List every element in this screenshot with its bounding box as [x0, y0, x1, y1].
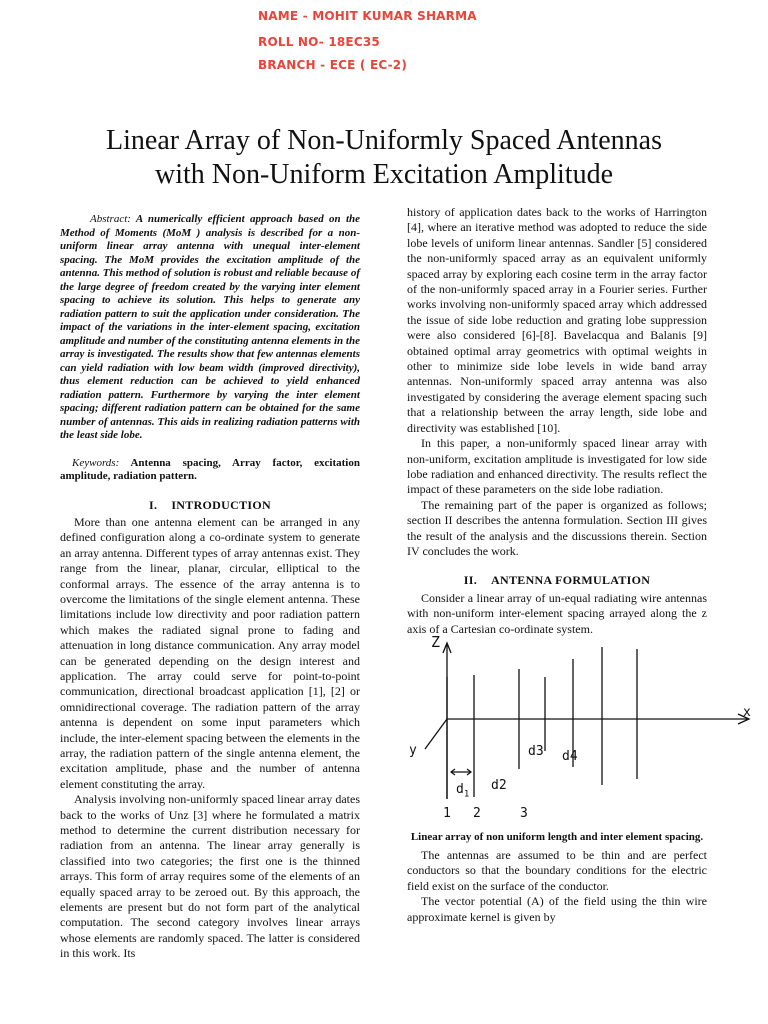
- right-paragraph-2: In this paper, a non-uniformly spaced linear array with non-uniform, excitation amplitude is investigated for low side lobe radiation and enhanced directivity. The results reflect the impact of these parameters on the side lobe radiation.: [407, 436, 707, 497]
- section-title: ANTENNA FORMULATION: [491, 573, 651, 588]
- formulation-paragraph-1: Consider a linear array of un-equal radiating wire antennas with non-uniform inter-element spacing arrayed along the z axis of a Cartesian co-ordinate system.: [407, 590, 707, 636]
- branch: BRANCH - ECE ( EC-2): [258, 58, 408, 72]
- z-axis-label: Z: [431, 632, 441, 651]
- section-title: INTRODUCTION: [171, 497, 271, 512]
- d1-sub: 1: [463, 789, 470, 800]
- student-name: NAME - MOHIT KUMAR SHARMA: [258, 9, 477, 23]
- figure-caption: Linear array of non uniform length and inter element spacing.: [410, 830, 704, 843]
- y-axis-label: y: [409, 742, 417, 758]
- d1-base: d: [456, 781, 464, 797]
- right-column: [407, 205, 751, 925]
- left-column: [60, 213, 360, 962]
- paper-title-line-1: Linear Array of Non-Uniformly Spaced Antennas: [106, 125, 662, 156]
- abstract-text: A numerically efficient approach based on the Method of Moments (MoM ) analysis is described for a non-uniform linear array antenna with unequal inter-element spacing. The MoM provides the excitation amplitude of the antenna. This method of solution is robust and reliable because of the large degree of freedom created by the varying inter element spacing to achieve its solution. This helps to generate any radiation pattern to suit the application under consideration. The impact of the variations in the inter-element spacing, excitation amplitude and number of the constituting antenna elements in the array is investigated. The results show that few antennas elements can yield radiation with low beam width (improved directivity), thus element reduction can be achieved to yield enhanced radiation pattern. Furthermore by varying the inter element spacing; different radiation pattern can be obtained for the same number of antennas. This aids in realizing radiation patterns with the least side lobe.: [60, 213, 361, 441]
- keywords-label: Keywords:: [72, 456, 120, 469]
- x-axis-label: x: [743, 704, 751, 720]
- keywords-text: Antenna spacing, Array factor, excitation amplitude, radiation pattern.: [60, 456, 360, 482]
- intro-paragraph-2: Analysis involving non-uniformly spaced linear array dates back to the works of Unz [3] where he formulated a matrix method to determine the current distribution necessary for radiation from an antenna. The linear array generally is classified into two categories; the first one is the thinned arrays. This form of array requires some of the elements of an equally spaced array to be zeroed out. By this approach, the elements are present but do not form part of the analytical computation. The second category involves linear arrays whose elements are randomly spaced. The latter is considered in this work. Its: [60, 792, 360, 961]
- formulation-paragraph-3: The vector potential (A) of the field using the thin wire approximate kernel is given by: [407, 894, 707, 924]
- y-axis: [425, 719, 447, 749]
- formulation-paragraph-2: The antennas are assumed to be thin and are perfect conductors so that the boundary conditions for the electric field exist on the surface of the conductor.: [407, 847, 707, 893]
- roll-number: ROLL NO- 18EC35: [258, 35, 380, 49]
- abstract-label: Abstract:: [90, 213, 131, 225]
- section-number: II.: [463, 573, 478, 588]
- d2-label: d2: [491, 777, 507, 793]
- d4-label: d4: [562, 748, 578, 764]
- abstract: [60, 213, 360, 443]
- right-paragraph-1: history of application dates back to the works of Harrington [4], where an iterative method was adopted to reduce the side lobe levels of uniform linear antennas. Sandler [5] considered the non-uniformly spaced array as an equivalent uniformly spaced array by exploring each cosine term in the array factor of the non-uniformly spaced array in a Fourier series. Further works involving non-uniformly spaced array which addressed the issue of side lobe reduction and grating lobe suppression were also considered [6]-[8]. Bavelacqua and Balanis [9] obtained optimal array geometrics with optimal weights in other to minimize side lobe levels in wide band array antennas. Non-uniformly spaced array antenna was also investigated by considering the average element spacing such that a relationship between the array length, side lobe and directivity was established [10].: [407, 205, 707, 435]
- section-number: I.: [149, 497, 158, 512]
- intro-paragraph-1: More than one antenna element can be arranged in any defined configuration along a co-ordinate system to generate an array antenna. Different types of array antennas exist. They range from the linear, planar, circular, elliptical to the conformal arrays. The essence of the array antenna is to overcome the limitations of the single element antenna. These limitations include low directivity and poor radiation pattern which makes the radiated signal prone to fading and attenuation in long distance communication. Any array model can be generated depending on the design interest and application. The array could serve for point-to-point communication, directional broadcast application [1], [2] or omnidirectional coverage. The radiation pattern of the array antenna is dependent on some input parameters which include, the inter-element spacing between the elements in the array, the radiation pattern of the single antenna element, the excitation amplitude, phase and the number of antenna element constituting the array.: [60, 514, 360, 791]
- element-number-1: 1: [443, 805, 451, 821]
- section-heading-formulation: [407, 573, 707, 588]
- d3-label: d3: [528, 743, 544, 759]
- keywords: [60, 457, 360, 484]
- element-number-2: 2: [473, 805, 481, 821]
- paper-title-line-2: with Non-Uniform Excitation Amplitude: [154, 159, 614, 190]
- right-paragraph-3: The remaining part of the paper is organized as follows; section II describes the antenna formulation. Section III gives the result of the analysis and the discussions therein. Section IV concludes the work.: [407, 497, 707, 558]
- element-number-3: 3: [520, 805, 528, 821]
- array-diagram: [403, 632, 763, 827]
- d1-label: [456, 782, 469, 803]
- section-heading-introduction: [60, 498, 360, 513]
